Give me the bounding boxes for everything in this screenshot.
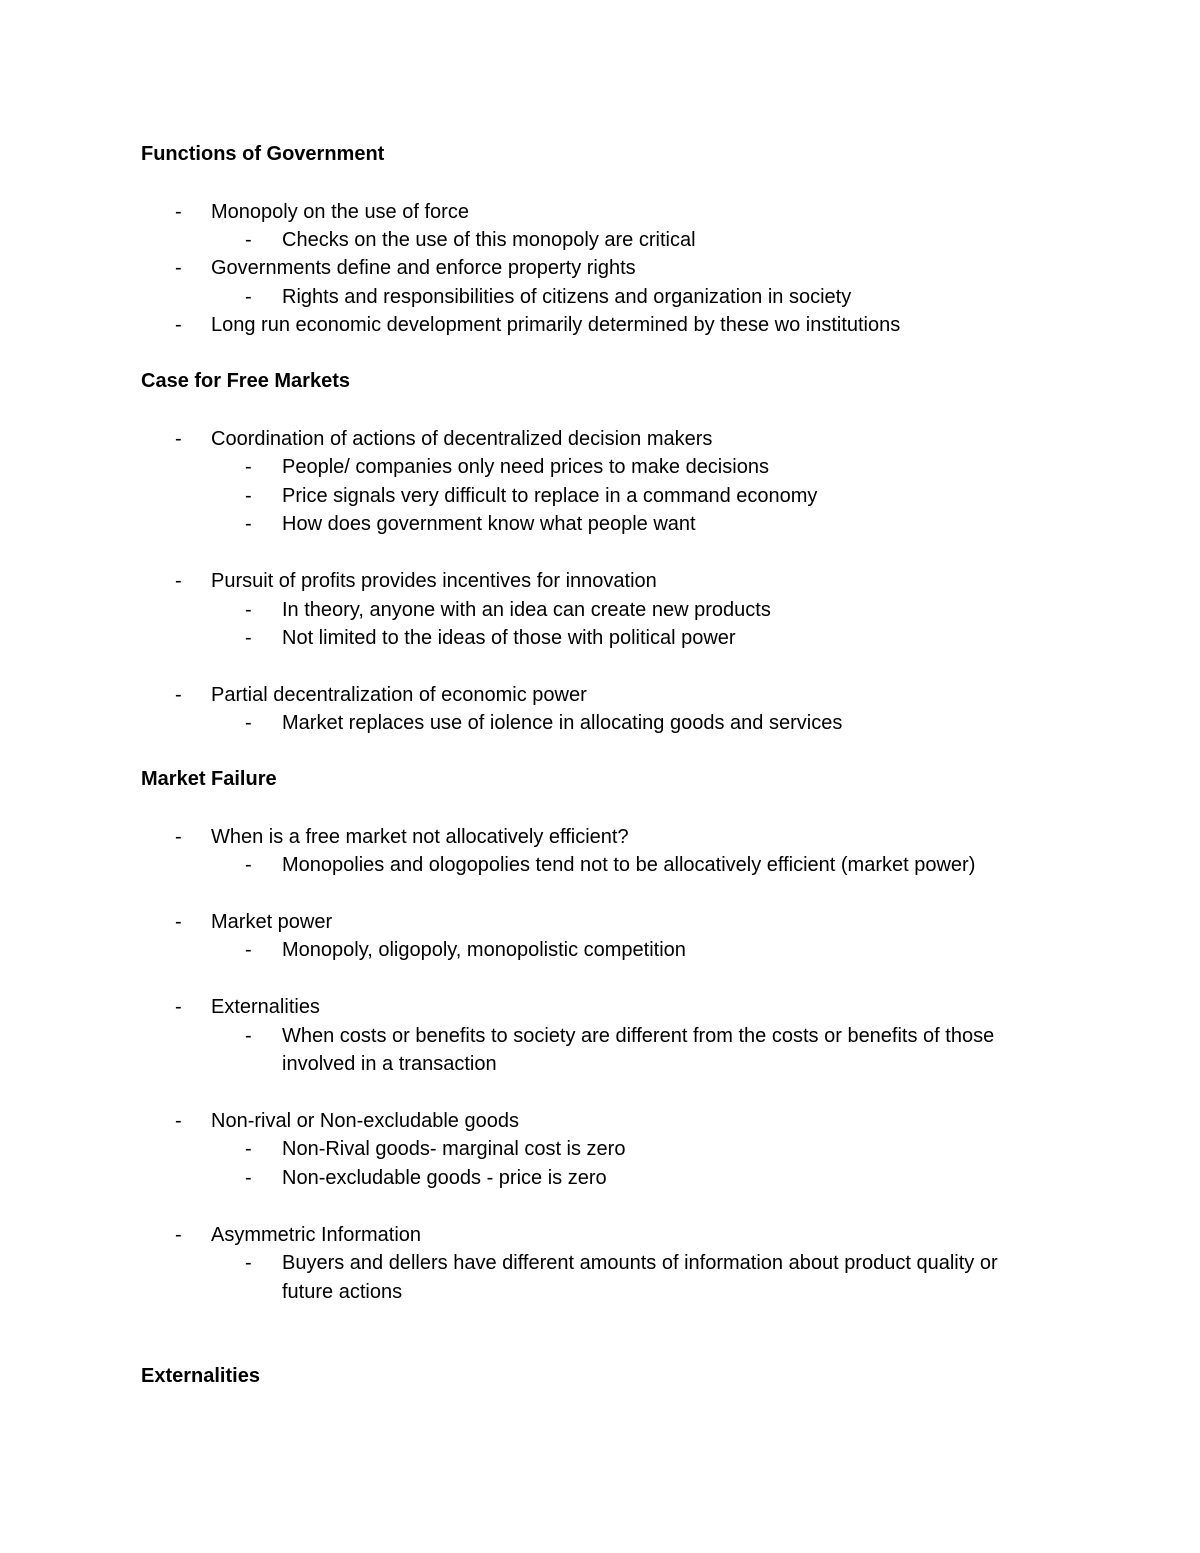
bullet-dash: - [175, 684, 182, 706]
bullet-dash: - [175, 257, 182, 279]
list-item: When is a free market not allocatively efficient? [211, 826, 629, 848]
bullet-dash: - [245, 456, 252, 478]
bullet-dash: - [245, 712, 252, 734]
bullet-dash: - [245, 513, 252, 535]
bullet-dash: - [175, 1224, 182, 1246]
list-item: Monopoly on the use of force [211, 201, 469, 223]
list-item: Partial decentralization of economic power [211, 684, 587, 706]
list-item: Non-rival or Non-excludable goods [211, 1110, 519, 1132]
section-heading: Functions of Government [141, 143, 385, 165]
bullet-dash: - [175, 428, 182, 450]
sub-list-item: Market replaces use of iolence in allocating goods and services [282, 712, 843, 734]
bullet-dash: - [175, 570, 182, 592]
bullet-dash: - [245, 229, 252, 251]
sub-list-item: Rights and responsibilities of citizens and organization in society [282, 286, 852, 308]
sub-list-item-continuation: future actions [282, 1281, 403, 1303]
bullet-dash: - [245, 1167, 252, 1189]
sub-list-item: Monopolies and ologopolies tend not to be allocatively efficient (market power) [282, 854, 976, 876]
bullet-dash: - [245, 286, 252, 308]
bullet-dash: - [175, 911, 182, 933]
sub-list-item: Non-Rival goods- marginal cost is zero [282, 1138, 626, 1160]
sub-list-item: People/ companies only need prices to make decisions [282, 456, 769, 478]
sub-list-item: Checks on the use of this monopoly are critical [282, 229, 696, 251]
sub-list-item: How does government know what people want [282, 513, 696, 535]
bullet-dash: - [245, 939, 252, 961]
sub-list-item: Buyers and dellers have different amounts of information about product quality or [282, 1252, 998, 1274]
bullet-dash: - [245, 1138, 252, 1160]
list-item: Market power [211, 911, 333, 933]
sub-list-item: Monopoly, oligopoly, monopolistic competition [282, 939, 686, 961]
section-heading: Externalities [141, 1365, 260, 1387]
list-item: Pursuit of profits provides incentives for innovation [211, 570, 657, 592]
bullet-dash: - [245, 599, 252, 621]
list-item: Externalities [211, 996, 320, 1018]
sub-list-item: When costs or benefits to society are different from the costs or benefits of those [282, 1025, 995, 1047]
bullet-dash: - [245, 1025, 252, 1047]
sub-list-item-continuation: involved in a transaction [282, 1053, 497, 1075]
section-heading: Market Failure [141, 768, 277, 790]
sub-list-item: Non-excludable goods - price is zero [282, 1167, 607, 1189]
list-item: Long run economic development primarily determined by these wo institutions [211, 314, 901, 336]
section-heading: Case for Free Markets [141, 370, 350, 392]
bullet-dash: - [245, 627, 252, 649]
bullet-dash: - [245, 485, 252, 507]
sub-list-item: In theory, anyone with an idea can create new products [282, 599, 771, 621]
bullet-dash: - [175, 314, 182, 336]
bullet-dash: - [175, 826, 182, 848]
bullet-dash: - [175, 996, 182, 1018]
list-item: Governments define and enforce property rights [211, 257, 636, 279]
bullet-dash: - [175, 201, 182, 223]
list-item: Asymmetric Information [211, 1224, 422, 1246]
sub-list-item: Price signals very difficult to replace in a command economy [282, 485, 818, 507]
bullet-dash: - [245, 1252, 252, 1274]
bullet-dash: - [245, 854, 252, 876]
bullet-dash: - [175, 1110, 182, 1132]
list-item: Coordination of actions of decentralized decision makers [211, 428, 713, 450]
sub-list-item: Not limited to the ideas of those with political power [282, 627, 736, 649]
